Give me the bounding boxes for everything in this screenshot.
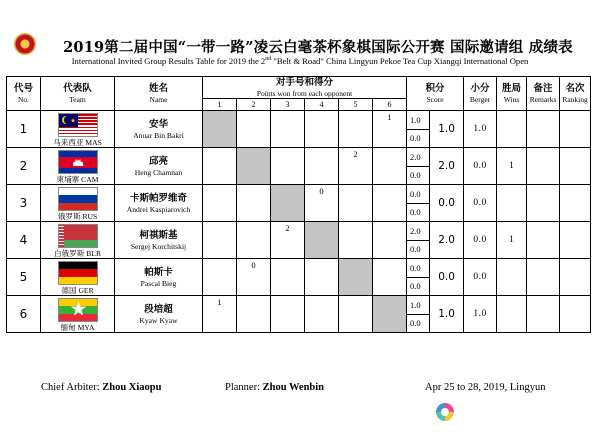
- opponent-points-cell: [339, 222, 373, 259]
- score-bottom: 0.0: [407, 277, 430, 296]
- opp-num-2: 2: [237, 99, 271, 111]
- opponent-points-cell: [271, 222, 305, 259]
- team-name: 白俄罗斯 BLR: [53, 249, 102, 258]
- berger: 1.0: [464, 296, 497, 333]
- player-name-cn: 安华: [148, 118, 168, 130]
- team-cell: [41, 296, 115, 333]
- opponent-points-cell: [373, 148, 407, 185]
- opponent-points-cell: [305, 111, 339, 148]
- name-cell: [115, 148, 203, 185]
- remarks: [527, 148, 560, 185]
- score-total: 2.0: [430, 222, 464, 259]
- score-top: 2.0: [407, 222, 430, 241]
- flag-mas-icon: [58, 113, 98, 137]
- ranking: [560, 148, 591, 185]
- flag-cam-icon: [58, 150, 98, 174]
- opp-num-1: 1: [203, 99, 237, 111]
- berger: 0.0: [464, 185, 497, 222]
- name-cell: [115, 222, 203, 259]
- subtitle-sup: nd: [265, 56, 272, 63]
- player-name-cn: 帕斯卡: [144, 266, 173, 278]
- player-name-en: Kyaw Kyaw: [139, 315, 178, 325]
- opponent-points-cell: [271, 259, 305, 296]
- team-name: 俄罗斯 RUS: [57, 212, 98, 221]
- opponent-points-cell: [305, 185, 339, 222]
- name-cell: [115, 111, 203, 148]
- opp-num-6: 6: [373, 99, 407, 111]
- subtitle-pre: International Invited Group Results Table for 2019 the 2: [71, 56, 266, 66]
- team-name: 马来西亚 MAS: [53, 138, 102, 147]
- player-name-en: Anuar Bin Bakri: [133, 130, 184, 140]
- wins: [497, 111, 527, 148]
- berger: 0.0: [464, 148, 497, 185]
- opponent-points: 2: [285, 223, 290, 233]
- ranking: [560, 222, 591, 259]
- remarks: [527, 296, 560, 333]
- player-no: 4: [7, 222, 41, 259]
- score-total: 1.0: [430, 296, 464, 333]
- team-name: 柬埔寨 CAM: [56, 175, 99, 184]
- player-name-cn: 卡斯帕罗维奇: [129, 192, 187, 204]
- diagonal-cell: [373, 296, 407, 333]
- table-row: [7, 111, 591, 130]
- wins: [497, 259, 527, 296]
- flag-mya-icon: [58, 298, 98, 322]
- table-row: [7, 296, 591, 315]
- name-cell: [115, 185, 203, 222]
- score-bottom: 0.0: [407, 203, 430, 222]
- score-top: 1.0: [407, 111, 430, 130]
- opponent-points-cell: [203, 222, 237, 259]
- team-name: 缅甸 MYA: [60, 323, 95, 332]
- score-top: 0.0: [407, 259, 430, 278]
- diagonal-cell: [339, 259, 373, 296]
- berger: 0.0: [464, 222, 497, 259]
- ranking: [560, 296, 591, 333]
- opponent-points-cell: [339, 296, 373, 333]
- opponent-points-cell: [373, 259, 407, 296]
- diagonal-cell: [203, 111, 237, 148]
- name-cell: [115, 259, 203, 296]
- page-subtitle: [0, 56, 600, 66]
- wins: 1: [497, 148, 527, 185]
- player-no: 5: [7, 259, 41, 296]
- player-no: 2: [7, 148, 41, 185]
- col-opponents: 对手号和得分 Points won from each opponent: [203, 77, 407, 99]
- opponent-points-cell: [305, 148, 339, 185]
- opponent-points: 0: [319, 186, 324, 196]
- ranking: [560, 185, 591, 222]
- table-row: [7, 148, 591, 167]
- opponent-points-cell: [237, 296, 271, 333]
- remarks: [527, 222, 560, 259]
- player-name-cn: 邱亮: [148, 155, 168, 167]
- opponent-points-cell: [203, 185, 237, 222]
- event-date: Apr 25 to 28, 2019, Lingyun: [425, 382, 546, 393]
- wins: [497, 296, 527, 333]
- player-name-en: Andrei Kaspiarovich: [126, 204, 191, 214]
- opp-num-5: 5: [339, 99, 373, 111]
- opponent-points-cell: [203, 259, 237, 296]
- score-total: 1.0: [430, 111, 464, 148]
- emblem-icon: [14, 33, 36, 55]
- opponent-points-cell: [271, 148, 305, 185]
- subtitle-post: "Belt & Road" China Lingyun Pekoe Tea Cup Xiangqi International Open: [271, 56, 529, 66]
- score-total: 0.0: [430, 259, 464, 296]
- diagonal-cell: [271, 185, 305, 222]
- table-row: [7, 259, 591, 278]
- results-table: [6, 76, 591, 333]
- score-top: 0.0: [407, 185, 430, 204]
- planner: Planner: Zhou Wenbin: [225, 382, 325, 393]
- ranking: [560, 111, 591, 148]
- opponent-points-cell: [271, 296, 305, 333]
- team-cell: [41, 111, 115, 148]
- brand-logo-icon: [436, 403, 454, 421]
- opponent-points-cell: [373, 185, 407, 222]
- col-no: 代号 No.: [7, 77, 41, 111]
- opponent-points-cell: [237, 222, 271, 259]
- score-bottom: 0.0: [407, 314, 430, 333]
- flag-ger-icon: [58, 261, 98, 285]
- wins: 1: [497, 222, 527, 259]
- opponent-points-cell: [373, 111, 407, 148]
- player-no: 6: [7, 296, 41, 333]
- page-title: 2019第二届中国“一带一路”凌云白毫茶杯象棋国际公开赛 国际邀请组 成绩表: [63, 39, 573, 56]
- opponent-points-cell: [305, 259, 339, 296]
- score-bottom: 0.0: [407, 240, 430, 259]
- ranking: [560, 259, 591, 296]
- flag-blr-icon: [58, 224, 98, 248]
- player-name-en: Sergej Korchitskij: [130, 241, 187, 251]
- flag-rus-icon: [58, 187, 98, 211]
- opponent-points-cell: [305, 296, 339, 333]
- score-top: 1.0: [407, 296, 430, 315]
- opponent-points: 1: [387, 112, 392, 122]
- player-no: 1: [7, 111, 41, 148]
- opp-num-3: 3: [271, 99, 305, 111]
- table-row: [7, 185, 591, 204]
- opponent-points-cell: [271, 111, 305, 148]
- opponent-points: 0: [251, 260, 256, 270]
- opponent-points: 1: [217, 297, 222, 307]
- wins: [497, 185, 527, 222]
- player-name-cn: 柯祺斯基: [139, 229, 178, 241]
- player-name-en: Heng Chamnan: [134, 167, 183, 177]
- score-bottom: 0.0: [407, 166, 430, 185]
- berger: 1.0: [464, 111, 497, 148]
- table-row: [7, 222, 591, 241]
- name-cell: [115, 296, 203, 333]
- opponent-points-cell: [339, 111, 373, 148]
- opponent-points-cell: [237, 185, 271, 222]
- opp-num-4: 4: [305, 99, 339, 111]
- opponent-points-cell: [203, 148, 237, 185]
- team-cell: [41, 222, 115, 259]
- team-name: 德国 GER: [61, 286, 94, 295]
- player-name-en: Pascal Bieg: [140, 278, 177, 288]
- remarks: [527, 111, 560, 148]
- score-top: 2.0: [407, 148, 430, 167]
- diagonal-cell: [305, 222, 339, 259]
- team-cell: [41, 148, 115, 185]
- col-score: 积分 Score: [407, 77, 464, 111]
- opponent-points-cell: [339, 185, 373, 222]
- col-ranking: 名次 Ranking: [560, 77, 591, 111]
- opponent-points-cell: [373, 222, 407, 259]
- player-name-cn: 段培超: [144, 303, 173, 315]
- remarks: [527, 185, 560, 222]
- team-cell: [41, 259, 115, 296]
- score-total: 2.0: [430, 148, 464, 185]
- chief-arbiter: Chief Arbiter: Zhou Xiaopu: [41, 382, 162, 393]
- berger: 0.0: [464, 259, 497, 296]
- col-wins: 胜局 Wins: [497, 77, 527, 111]
- opponent-points-cell: [237, 111, 271, 148]
- col-team: 代表队 Team: [41, 77, 115, 111]
- col-berger: 小分 Berger: [464, 77, 497, 111]
- opponent-points-cell: [203, 296, 237, 333]
- team-cell: [41, 185, 115, 222]
- col-remarks: 备注 Remarks: [527, 77, 560, 111]
- diagonal-cell: [237, 148, 271, 185]
- opponent-points-cell: [339, 148, 373, 185]
- remarks: [527, 259, 560, 296]
- opponent-points: 2: [353, 149, 358, 159]
- col-name: 姓名 Name: [115, 77, 203, 111]
- score-total: 0.0: [430, 185, 464, 222]
- player-no: 3: [7, 185, 41, 222]
- score-bottom: 0.0: [407, 129, 430, 148]
- opponent-points-cell: [237, 259, 271, 296]
